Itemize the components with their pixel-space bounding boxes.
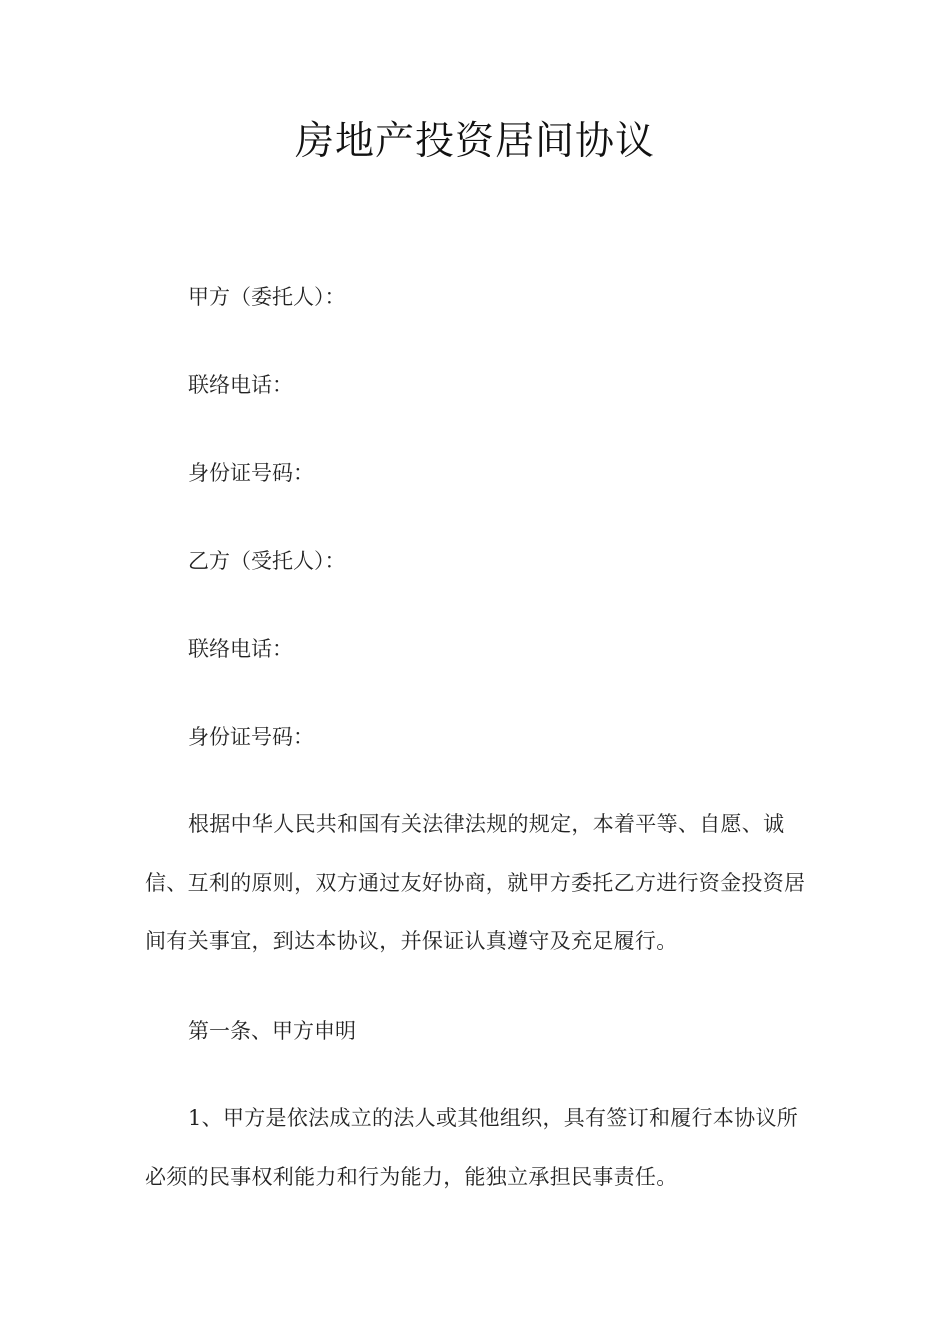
- party-b-phone-label: 联络电话：: [188, 637, 293, 661]
- party-a-phone-label: 联络电话：: [188, 373, 293, 397]
- party-b-id-label: 身份证号码：: [188, 725, 314, 749]
- intro-paragraph: 根据中华人民共和国有关法律法规的规定，本着平等、自愿、诚信、互利的原则，双方通过友好协商，就甲方委托乙方进行资金投资居间有关事宜，到达本协议，并保证认真遵守及充足履行。: [145, 812, 806, 953]
- document-title: 房地产投资居间协议: [294, 119, 655, 164]
- section-1-item-1: 1、甲方是依法成立的法人或其他组织，具有签订和履行本协议所必须的民事权利能力和行为能力，能独立承担民事责任。: [145, 1106, 799, 1189]
- party-a-id-label: 身份证号码：: [188, 461, 314, 485]
- party-a-label: 甲方（委托人）：: [188, 285, 346, 309]
- party-b-label: 乙方（受托人）：: [188, 549, 346, 573]
- section-1-heading: 第一条、甲方申明: [188, 1019, 356, 1043]
